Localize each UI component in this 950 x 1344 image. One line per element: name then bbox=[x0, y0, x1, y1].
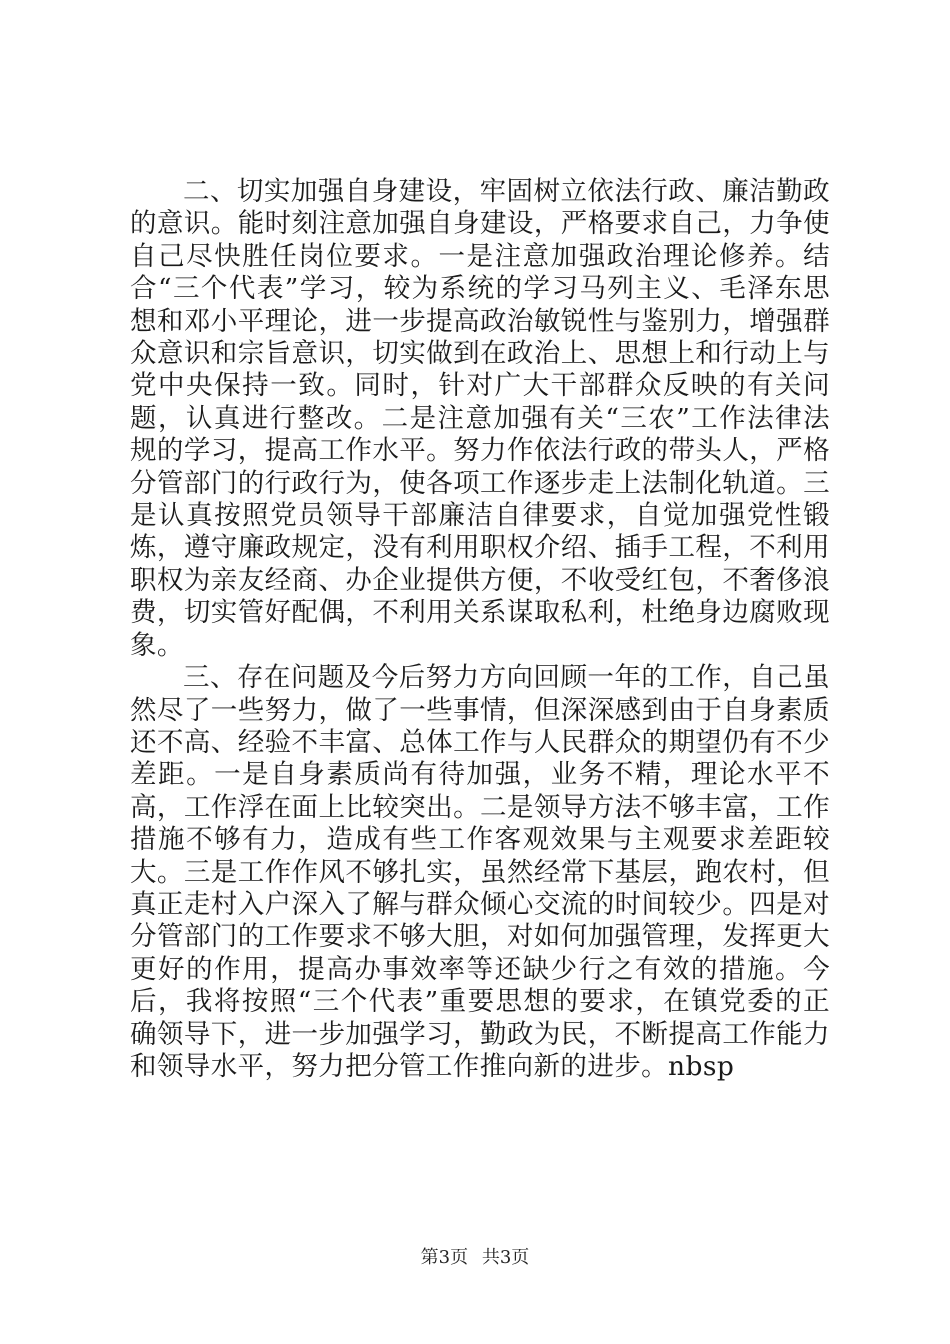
document-body bbox=[130, 176, 830, 1083]
total-pages: 共3页 bbox=[481, 1247, 530, 1268]
paragraph-problems-and-direction: 三、存在问题及今后努力方向回顾一年的工作，自己虽然尽了一些努力，做了一些事情，但深深感到由于自身素质还不高、经验不丰富、总体工作与人民群众的期望仍有不少差距。一是自身素质尚有待加强，业务不精，理论水平不高，工作浮在面上比较突出。二是领导方法不够丰富，工作措施不够有力，造成有些工作客观效果与主观要求差距较大。三是工作作风不够扎实，虽然经常下基层，跑农村，但真正走村入户深入了解与群众倾心交流的时间较少。四是对分管部门的工作要求不够大胆，对如何加强管理，发挥更大更好的作用，提高办事效率等还缺少行之有效的措施。今后，我将按照“三个代表”重要思想的要求，在镇党委的正确领导下，进一步加强学习，勤政为民，不断提高工作能力和领导水平，努力把分管工作推向新的进步。nbsp bbox=[130, 662, 830, 1082]
current-page-number: 第3页 bbox=[420, 1247, 469, 1268]
paragraph-self-building: 二、切实加强自身建设，牢固树立依法行政、廉洁勤政的意识。能时刻注意加强自身建设，严格要求自己，力争使自己尽快胜任岗位要求。一是注意加强政治理论修养。结合“三个代表”学习，较为系统的学习马列主义、毛泽东思想和邓小平理论，进一步提高政治敏锐性与鉴别力，增强群众意识和宗旨意识，切实做到在政治上、思想上和行动上与党中央保持一致。同时，针对广大干部群众反映的有关问题，认真进行整改。二是注意加强有关“三农”工作法律法规的学习，提高工作水平。努力作依法行政的带头人，严格分管部门的行政行为，使各项工作逐步走上法制化轨道。三是认真按照党员领导干部廉洁自律要求，自觉加强党性锻炼，遵守廉政规定，没有利用职权介绍、插手工程，不利用职权为亲友经商、办企业提供方便，不收受红包，不奢侈浪费，切实管好配偶，不利用关系谋取私利，杜绝身边腐败现象。 bbox=[130, 176, 830, 661]
page-footer bbox=[0, 1243, 950, 1269]
